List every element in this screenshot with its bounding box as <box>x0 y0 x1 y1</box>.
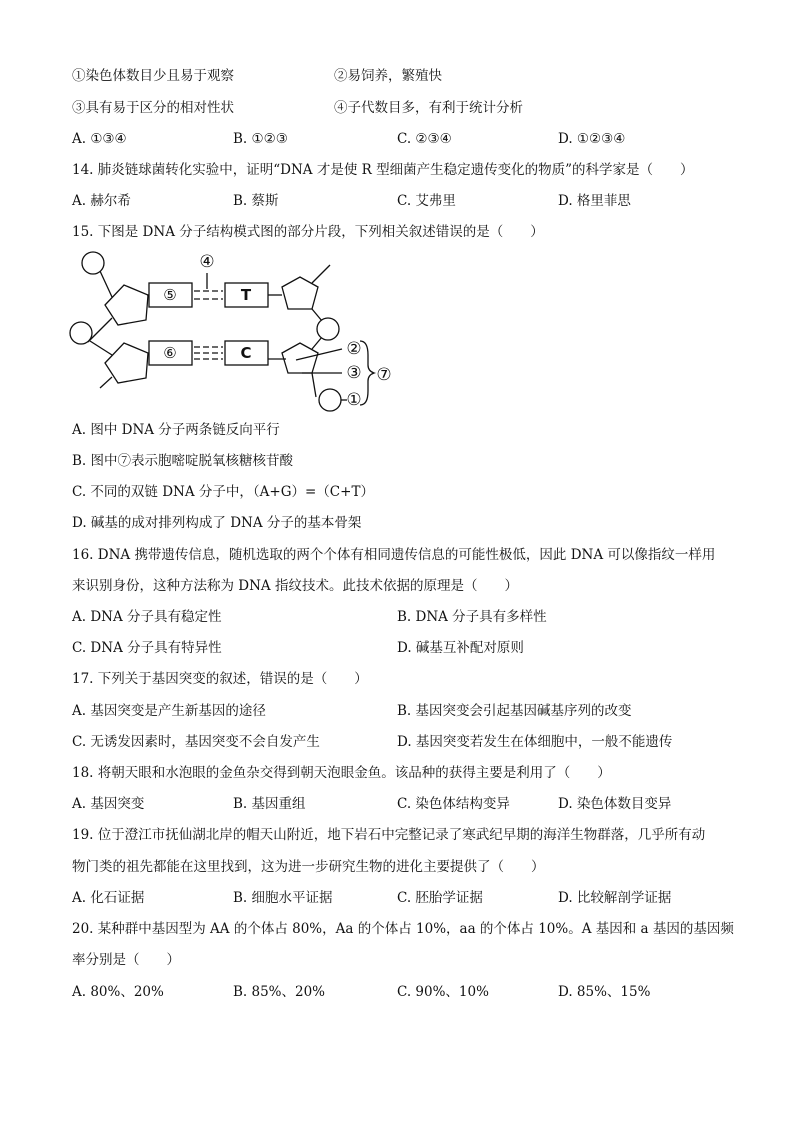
q15-option-b[interactable]: B. 图中⑦表示胞嘧啶脱氧核糖核苷酸 <box>72 453 294 469</box>
base-t-label: T <box>240 286 252 304</box>
q17-option-d[interactable]: D. 基因突变若发生在体细胞中，一般不能遗传 <box>397 734 673 750</box>
base-c-label: C <box>240 344 252 362</box>
q17-option-c[interactable]: C. 无诱发因素时，基因突变不会自发产生 <box>72 734 320 750</box>
q19-stem-line-1: 19. 位于澄江市抚仙湖北岸的帽天山附近，地下岩石中完整记录了寒武纪早期的海洋生物群落，几乎所有动 <box>72 827 706 843</box>
q13-cond-4: ④子代数目多，有利于统计分析 <box>334 100 523 116</box>
label-1: ① <box>346 390 362 410</box>
phosphate-circle <box>82 252 104 274</box>
q18-option-c[interactable]: C. 染色体结构变异 <box>397 796 510 812</box>
label-7: ⑦ <box>376 365 392 385</box>
q14-option-a[interactable]: A. 赫尔希 <box>72 193 131 209</box>
q17-option-a[interactable]: A. 基因突变是产生新基因的途径 <box>72 703 266 719</box>
q13-option-c[interactable]: C. ②③④ <box>397 131 452 147</box>
label-4: ④ <box>199 252 215 272</box>
q18-option-d[interactable]: D. 染色体数目变异 <box>558 796 672 812</box>
q13-condition-row-2 <box>72 98 523 118</box>
q15-option-d[interactable]: D. 碱基的成对排列构成了 DNA 分子的基本骨架 <box>72 515 362 531</box>
q19-option-b[interactable]: B. 细胞水平证据 <box>233 890 333 906</box>
label-2: ② <box>346 339 362 359</box>
base-6-label: ⑥ <box>163 344 177 362</box>
q16-option-c[interactable]: C. DNA 分子具有特异性 <box>72 640 222 656</box>
q13-cond-3: ③具有易于区分的相对性状 <box>72 100 234 116</box>
q20-option-c[interactable]: C. 90%、10% <box>397 984 489 1000</box>
q18-option-a[interactable]: A. 基因突变 <box>72 796 145 812</box>
q16-option-a[interactable]: A. DNA 分子具有稳定性 <box>72 609 222 625</box>
phosphate-circle <box>319 389 341 411</box>
q16-stem-line-1: 16. DNA 携带遗传信息，随机选取的两个个体有相同遗传信息的可能性极低，因此 DNA 可以像指纹一样用 <box>72 547 716 563</box>
base-5-label: ⑤ <box>163 286 177 304</box>
q19-option-c[interactable]: C. 胚胎学证据 <box>397 890 483 906</box>
q18-stem: 18. 将朝天眼和水泡眼的金鱼杂交得到朝天泡眼金鱼。该品种的获得主要是利用了（ ） <box>72 765 611 781</box>
q13-cond-1: ①染色体数目少且易于观察 <box>72 68 234 84</box>
q13-option-a[interactable]: A. ①③④ <box>72 131 127 147</box>
q13-option-b[interactable]: B. ①②③ <box>233 131 288 147</box>
q16-option-b[interactable]: B. DNA 分子具有多样性 <box>397 609 547 625</box>
q13-condition-row-1 <box>72 66 442 86</box>
q13-cond-2: ②易饲养，繁殖快 <box>334 68 442 84</box>
q14-option-d[interactable]: D. 格里菲思 <box>558 193 631 209</box>
q19-option-a[interactable]: A. 化石证据 <box>72 890 145 906</box>
phosphate-circle <box>317 318 339 340</box>
q15-option-c[interactable]: C. 不同的双链 DNA 分子中，（A+G）=（C+T） <box>72 484 374 500</box>
label-3: ③ <box>346 363 362 383</box>
q20-option-a[interactable]: A. 80%、20% <box>72 984 164 1000</box>
q19-option-d[interactable]: D. 比较解剖学证据 <box>558 890 672 906</box>
q20-option-b[interactable]: B. 85%、20% <box>233 984 326 1000</box>
q20-option-d[interactable]: D. 85%、15% <box>558 984 651 1000</box>
q15-option-a[interactable]: A. 图中 DNA 分子两条链反向平行 <box>72 422 280 438</box>
q14-option-c[interactable]: C. 艾弗里 <box>397 193 456 209</box>
q18-option-b[interactable]: B. 基因重组 <box>233 796 306 812</box>
q16-stem-line-2: 来识别身份，这种方法称为 DNA 指纹技术。此技术依据的原理是（ ） <box>72 578 518 594</box>
q13-option-d[interactable]: D. ①②③④ <box>558 131 626 147</box>
q14-stem: 14. 肺炎链球菌转化实验中，证明“DNA 才是使 R 型细菌产生稳定遗传变化的物质”的科学家是（ ） <box>72 162 694 178</box>
q17-stem: 17. 下列关于基因突变的叙述，错误的是（ ） <box>72 671 368 687</box>
q17-option-b[interactable]: B. 基因突变会引起基因碱基序列的改变 <box>397 703 632 719</box>
q16-option-d[interactable]: D. 碱基互补配对原则 <box>397 640 524 656</box>
q19-stem-line-2: 物门类的祖先都能在这里找到，这为进一步研究生物的进化主要提供了（ ） <box>72 859 545 875</box>
q15-stem: 15. 下图是 DNA 分子结构模式图的部分片段，下列相关叙述错误的是（ ） <box>72 224 544 240</box>
q20-stem-line-1: 20. 某种群中基因型为 AA 的个体占 80%，Aa 的个体占 10%，aa 的个体占 10%。A 基因和 a 基因的基因频 <box>72 921 734 937</box>
dna-structure-diagram <box>60 245 410 417</box>
q14-option-b[interactable]: B. 蔡斯 <box>233 193 279 209</box>
q20-stem-line-2: 率分别是（ ） <box>72 952 180 968</box>
